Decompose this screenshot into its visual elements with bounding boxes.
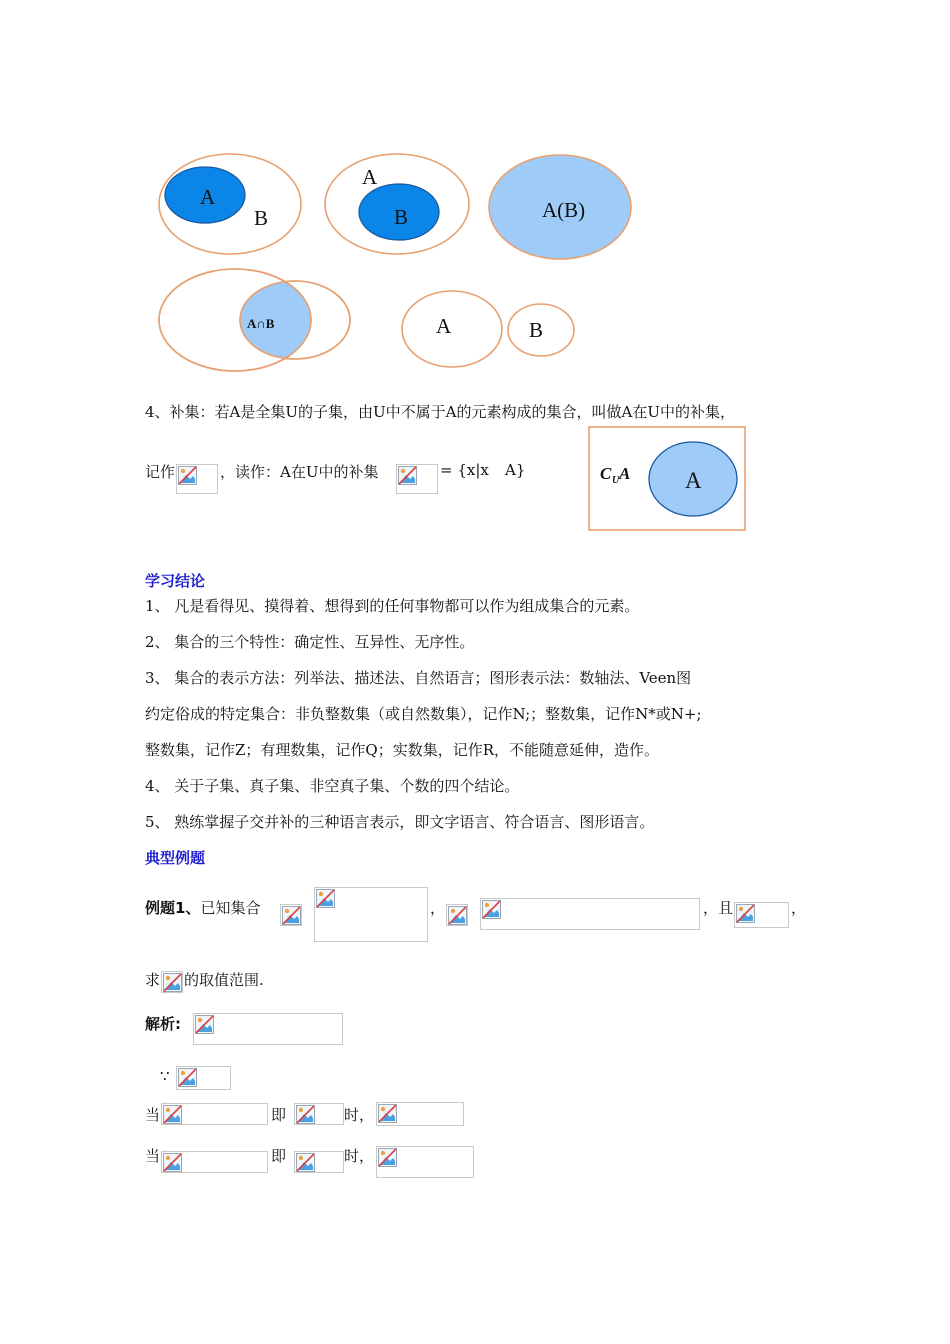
case-ie: 即 — [271, 1106, 287, 1124]
broken-image-icon — [163, 1153, 182, 1172]
venn-label: A — [362, 165, 378, 189]
examples-heading: 典型例题 — [145, 849, 206, 867]
broken-image-icon — [296, 1153, 315, 1172]
case-when: 当 — [145, 1147, 161, 1165]
formula-image — [176, 1066, 231, 1090]
broken-image-icon — [178, 1068, 197, 1087]
broken-image-icon — [398, 466, 417, 485]
separator: ， — [430, 899, 446, 917]
venn-label: A(B) — [542, 198, 586, 222]
conclusion-item: 整数集，记作Z；有理数集，记作Q；实数集，记作R，不能随意延伸，造作。 — [145, 741, 660, 759]
broken-image-icon — [378, 1104, 397, 1123]
broken-image-icon — [378, 1148, 397, 1167]
case-then: 时， — [344, 1106, 375, 1124]
complement-symbol: C — [600, 464, 612, 483]
set-builder-text: = {x|x — [440, 461, 489, 479]
example-1-label: 例题1、 — [145, 899, 201, 917]
formula-image — [376, 1146, 474, 1178]
complement-definition: 4、补集：若A是全集U的子集，由U中不属于A的元素构成的集合，叫做A在U中的补集， — [145, 403, 735, 421]
conclusion-item: 5、 熟练掌握子交并补的三种语言表示，即文字语言、符合语言、图形语言。 — [145, 813, 655, 831]
formula-image — [161, 1103, 268, 1125]
complement-subscript: U — [612, 475, 620, 486]
complement-notation-line — [145, 461, 175, 482]
formula-image — [446, 904, 468, 926]
separator: ， — [791, 899, 807, 917]
formula-image — [734, 902, 789, 928]
venn-label: B — [394, 205, 409, 229]
broken-image-icon — [163, 973, 182, 992]
analysis-label: 解析: — [145, 1015, 181, 1033]
complement-inner-label: A — [685, 468, 702, 493]
because-symbol: ∵ — [160, 1067, 170, 1085]
broken-image-icon — [736, 904, 755, 923]
complement-diagram — [588, 426, 748, 532]
venn-equal-sets — [482, 148, 642, 266]
conclusion-heading: 学习结论 — [145, 572, 206, 590]
set-builder-end: A} — [505, 461, 526, 479]
case-when: 当 — [145, 1106, 161, 1124]
venn-disjoint — [396, 284, 586, 376]
venn-label: A — [436, 314, 452, 338]
and-text: ，且 — [703, 899, 734, 917]
broken-image-icon — [178, 466, 197, 485]
broken-image-icon — [316, 889, 335, 908]
conclusion-item: 4、 关于子集、真子集、非空真子集、个数的四个结论。 — [145, 777, 520, 795]
case-ie: 即 — [271, 1147, 287, 1165]
broken-image-icon — [482, 900, 501, 919]
formula-image — [161, 971, 183, 993]
broken-image-icon — [296, 1105, 315, 1124]
venn-label: A∩B — [247, 316, 275, 331]
formula-image — [161, 1151, 268, 1173]
conclusion-item: 2、 集合的三个特性：确定性、互异性、无序性。 — [145, 633, 475, 651]
read-as-text: ，读作：A在U中的补集 — [220, 463, 379, 481]
case-then: 时， — [344, 1147, 375, 1165]
ask-prefix: 求 — [145, 971, 161, 989]
formula-image — [314, 887, 428, 942]
venn-subset-a-in-b — [150, 148, 310, 260]
venn-subset-b-in-a — [318, 148, 478, 260]
broken-image-icon — [282, 906, 301, 925]
ask-suffix: 的取值范围. — [184, 971, 264, 989]
venn-label: B — [529, 318, 544, 342]
formula-image — [280, 904, 302, 926]
conclusion-item: 约定俗成的特定集合：非负整数集（或自然数集），记作N;；整数集，记作N*或N+; — [145, 705, 702, 723]
example-1-text: 已知集合 — [200, 899, 261, 917]
formula-image — [193, 1013, 343, 1045]
venn-intersection — [150, 262, 360, 380]
formula-image — [294, 1103, 344, 1125]
conclusion-item: 1、 凡是看得见、摸得着、想得到的任何事物都可以作为组成集合的元素。 — [145, 597, 640, 615]
broken-image-icon — [448, 906, 467, 925]
venn-label: B — [254, 206, 269, 230]
example-1-prompt — [145, 897, 260, 918]
formula-image — [396, 464, 438, 494]
notation-text: 记作 — [145, 463, 176, 481]
complement-set: A — [619, 464, 631, 483]
formula-image — [294, 1151, 344, 1173]
venn-label: A — [200, 185, 216, 209]
broken-image-icon — [195, 1015, 214, 1034]
broken-image-icon — [163, 1105, 182, 1124]
conclusion-item: 3、 集合的表示方法：列举法、描述法、自然语言；图形表示法：数轴法、Veen图 — [145, 669, 692, 687]
formula-image — [376, 1102, 464, 1126]
formula-image — [176, 464, 218, 494]
formula-image — [480, 898, 700, 930]
